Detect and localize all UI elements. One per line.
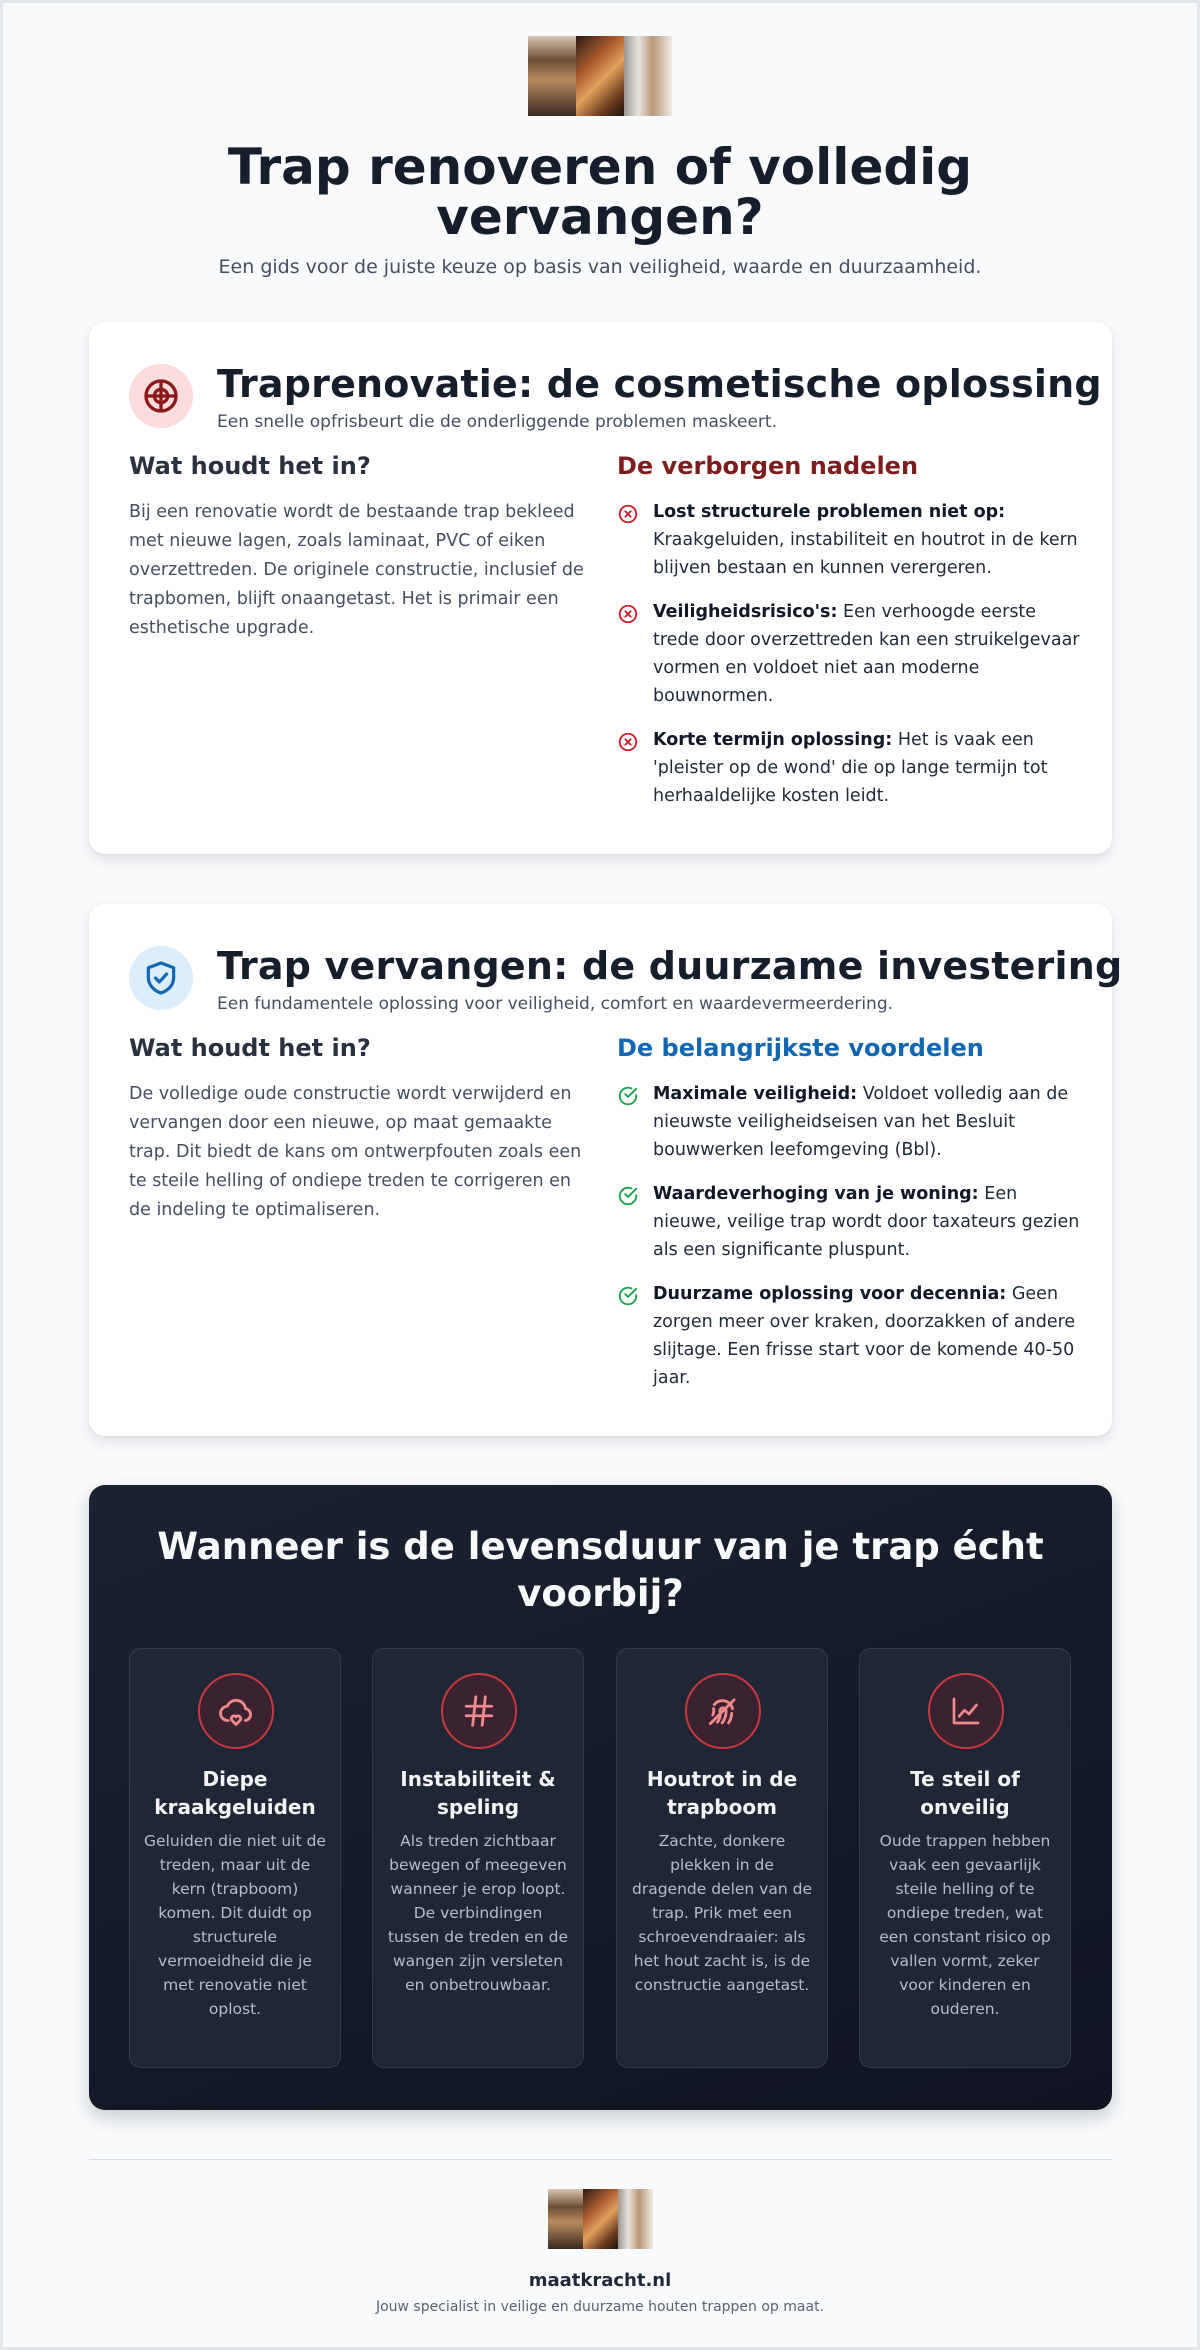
drawback-bold: Lost structurele problemen niet op:: [653, 502, 1006, 522]
renovation-right-heading: De verborgen nadelen: [617, 452, 919, 480]
tile-title: Instabiliteit & speling: [400, 1767, 556, 1819]
footer: [3, 2189, 1197, 2315]
x-circle-icon: [617, 731, 639, 753]
drawback-bold: Korte termijn oplossing:: [653, 730, 893, 750]
renovation-description: [129, 452, 589, 643]
cloud-heart-icon: [198, 1673, 274, 1749]
shield-check-icon: [129, 946, 193, 1010]
lifespan-section: [89, 1485, 1112, 2110]
check-circle-icon: [617, 1185, 639, 1207]
replacement-description: [129, 1034, 589, 1225]
renovation-subtitle: Een snelle opfrisbeurt die de onderliggende problemen maskeert.: [217, 412, 777, 432]
tile-title: Te steil of onveilig: [910, 1767, 1020, 1819]
staircase-logo-image: [548, 2189, 653, 2249]
drawback-item: [617, 598, 1082, 710]
lifespan-tile: [372, 1648, 584, 2068]
benefit-item: [617, 1080, 1082, 1164]
footer-divider: [89, 2159, 1112, 2160]
hash-icon: [441, 1673, 517, 1749]
drawback-text: Kraakgeluiden, instabiliteit en houtrot in de kern blijven bestaan en kunnen verergeren.: [653, 530, 1078, 578]
page: [3, 3, 1197, 2347]
drawback-item: [617, 498, 1082, 582]
tile-text: Zachte, donkere plekken in de dragende delen van de trap. Prik met een schroevendraaier: als het hout zacht is, is de constructie aangetast.: [632, 1832, 812, 1994]
staircase-logo-image: [528, 36, 672, 116]
x-circle-icon: [617, 603, 639, 625]
renovation-left-heading: Wat houdt het in?: [129, 452, 371, 480]
check-circle-icon: [617, 1085, 639, 1107]
replacement-card: [89, 904, 1123, 1436]
benefit-text: Geen zorgen meer over kraken, doorzakken of andere slijtage. Een frisse start voor de komende 40-50 jaar.: [653, 1284, 1076, 1388]
replacement-right-heading: De belangrijkste voordelen: [617, 1034, 984, 1062]
replacement-left-heading: Wat houdt het in?: [129, 1034, 371, 1062]
replacement-title: Trap vervangen: de duurzame investering: [217, 944, 1123, 988]
benefit-text: Voldoet volledig aan de nieuwste veiligheidseisen van het Besluit bouwwerken leefomgeving (Bbl).: [653, 1084, 1069, 1160]
x-circle-icon: [617, 503, 639, 525]
fingerprint-icon: [685, 1673, 761, 1749]
lifespan-title: Wanneer is de levensduur van je trap écht voorbij?: [157, 1525, 1044, 1615]
check-circle-icon: [617, 1285, 639, 1307]
lifespan-tile: [616, 1648, 828, 2068]
footer-tagline: Jouw specialist in veilige en duurzame houten trappen op maat.: [375, 2299, 825, 2315]
renovation-drawbacks: [617, 452, 1082, 826]
target-icon: [129, 364, 193, 428]
drawback-text: Een verhoogde eerste trede door overzettreden kan een struikelgevaar vormen en voldoet niet aan moderne bouwnormen.: [653, 602, 1080, 706]
benefit-bold: Waardeverhoging van je woning:: [653, 1184, 979, 1204]
footer-brand: maatkracht.nl: [528, 2270, 672, 2291]
lifespan-tile: [129, 1648, 341, 2068]
lifespan-tile: [859, 1648, 1071, 2068]
tile-title: Houtrot in de trapboom: [646, 1767, 798, 1819]
benefit-text: Een nieuwe, veilige trap wordt door taxateurs gezien als een significante pluspunt.: [653, 1184, 1080, 1260]
benefit-bold: Maximale veiligheid:: [653, 1084, 858, 1104]
renovation-card: [89, 322, 1112, 854]
replacement-subtitle: Een fundamentele oplossing voor veiligheid, comfort en waardevermeerdering.: [217, 994, 894, 1014]
tile-title: Diepe kraakgeluiden: [154, 1767, 316, 1819]
hero: [3, 3, 1197, 278]
renovation-left-text: Bij een renovatie wordt de bestaande trap bekleed met nieuwe lagen, zoals laminaat, PVC of eiken overzettreden. De originele constructie, inclusief de trapbomen, blijft onaangetast. Het is primair een esthetische upgrade.: [129, 502, 584, 638]
chart-line-icon: [928, 1673, 1004, 1749]
benefit-item: [617, 1180, 1082, 1264]
tile-text: Geluiden die niet uit de treden, maar uit de kern (trapboom) komen. Dit duidt op structurele vermoeidheid die je met renovatie niet oplost.: [144, 1832, 326, 2018]
benefit-bold: Duurzame oplossing voor decennia:: [653, 1284, 1007, 1304]
tile-text: Oude trappen hebben vaak een gevaarlijk steile helling of te ondiepe treden, wat een constant risico op vallen vormt, zeker voor kinderen en ouderen.: [879, 1832, 1051, 2018]
drawback-text: Het is vaak een 'pleister op de wond' die op lange termijn tot herhaaldelijke kosten leidt.: [653, 730, 1048, 806]
replacement-left-text: De volledige oude constructie wordt verwijderd en vervangen door een nieuwe, op maat gemaakte trap. Dit biedt de kans om ontwerpfouten zoals een te steile helling of ondiepe treden te corrigeren en de indeling te optimaliseren.: [129, 1084, 582, 1220]
tile-text: Als treden zichtbaar bewegen of meegeven wanneer je erop loopt. De verbindingen tussen de treden en de wangen zijn versleten en onbetrouwbaar.: [387, 1832, 569, 1994]
page-title: Trap renoveren of volledig vervangen?: [227, 138, 973, 246]
replacement-benefits: [617, 1034, 1082, 1408]
renovation-title: Traprenovatie: de cosmetische oplossing: [217, 362, 1102, 406]
renovation-card-header: [129, 362, 1102, 432]
drawback-item: [617, 726, 1082, 810]
page-subtitle: Een gids voor de juiste keuze op basis van veiligheid, waarde en duurzaamheid.: [218, 256, 982, 278]
benefit-item: [617, 1280, 1082, 1392]
replacement-card-header: [129, 944, 1123, 1014]
drawback-bold: Veiligheidsrisico's:: [653, 602, 838, 622]
